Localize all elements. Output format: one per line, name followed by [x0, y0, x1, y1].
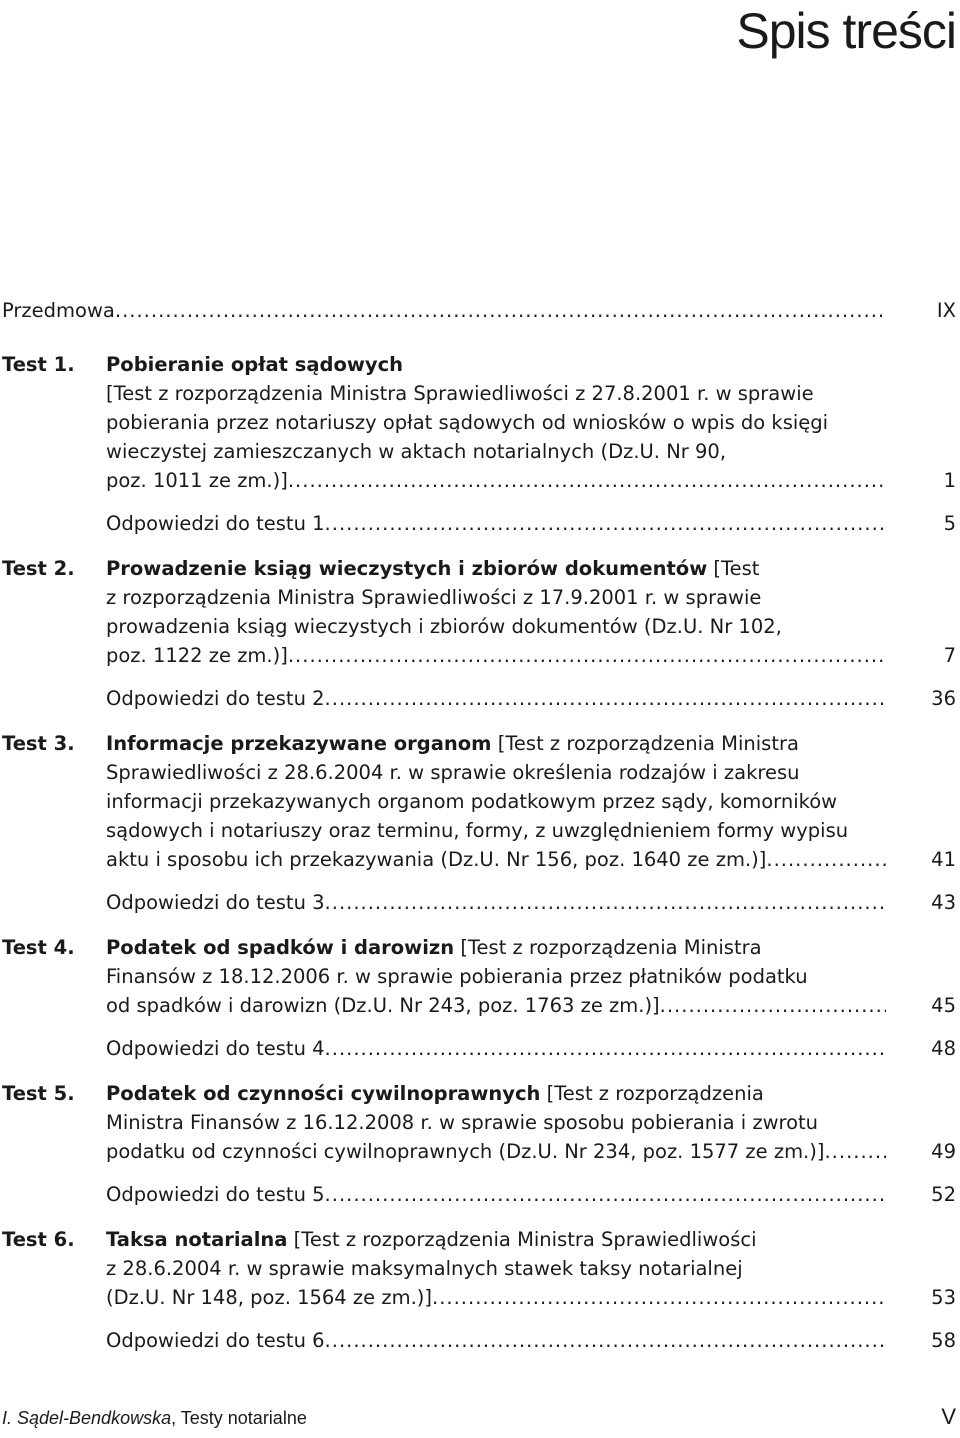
test-description-last-line: od spadków i darowizn (Dz.U. Nr 243, poz. 1763 ze zm.)] — [106, 994, 660, 1017]
test-description-line: informacji przekazywanych organom podatkowym przez sądy, komorników — [106, 790, 838, 813]
test-title: Informacje przekazywane organom — [106, 732, 492, 755]
answers-label: Odpowiedzi do testu 3 — [106, 891, 325, 914]
answers-page: 5 — [943, 512, 956, 535]
toc-entry-answers-1[interactable] — [0, 509, 960, 538]
answers-page: 52 — [931, 1183, 956, 1206]
toc-entry-answers-2[interactable] — [0, 684, 960, 713]
test-page: 41 — [931, 848, 956, 871]
test-title: Podatek od czynności cywilnoprawnych — [106, 1082, 541, 1105]
toc-entry-preface[interactable] — [0, 296, 960, 325]
answers-page: 36 — [931, 687, 956, 710]
leader-dots — [288, 641, 886, 670]
test-description-line: pobierania przez notariuszy opłat sądowych od wniosków o wpis do księgi — [106, 411, 829, 434]
toc-entry-test-2[interactable] — [0, 554, 960, 670]
answers-label: Odpowiedzi do testu 2 — [106, 687, 325, 710]
test-title-rest: [Test — [713, 557, 760, 580]
test-description-line: z rozporządzenia Ministra Sprawiedliwości z 17.9.2001 r. w sprawie — [106, 586, 762, 609]
test-title-rest: [Test z rozporządzenia Ministra — [460, 936, 762, 959]
answers-page: 58 — [931, 1329, 956, 1352]
test-title: Pobieranie opłat sądowych — [106, 353, 404, 376]
toc-entry-test-4[interactable] — [0, 933, 960, 1020]
test-description-last-line: aktu i sposobu ich przekazywania (Dz.U. Nr 156, poz. 1640 ze zm.)] — [106, 848, 767, 871]
test-description-line: [Test z rozporządzenia Ministra Sprawiedliwości z 27.8.2001 r. w sprawie — [106, 382, 814, 405]
test-page: 53 — [931, 1286, 956, 1309]
answers-label: Odpowiedzi do testu 6 — [106, 1329, 325, 1352]
test-description-line: prowadzenia ksiąg wieczystych i zbiorów dokumentów (Dz.U. Nr 102, — [106, 615, 782, 638]
test-description-last-line: (Dz.U. Nr 148, poz. 1564 ze zm.)] — [106, 1286, 432, 1309]
answers-label: Odpowiedzi do testu 4 — [106, 1037, 325, 1060]
test-description-line: Ministra Finansów z 16.12.2008 r. w sprawie sposobu pobierania i zwrotu — [106, 1111, 819, 1134]
footer-page-number: V — [941, 1404, 956, 1429]
test-label: Test 5. — [2, 1082, 75, 1105]
test-description-line: sądowych i notariuszy oraz terminu, formy, z uwzględnieniem formy wypisu — [106, 819, 849, 842]
toc-entry-answers-3[interactable] — [0, 888, 960, 917]
test-label: Test 2. — [2, 557, 75, 580]
test-page: 7 — [943, 644, 956, 667]
answers-label: Odpowiedzi do testu 1 — [106, 512, 325, 535]
leader-dots — [115, 296, 886, 325]
leader-dots — [325, 888, 886, 917]
test-description-line: Finansów z 18.12.2006 r. w sprawie pobierania przez płatników podatku — [106, 965, 808, 988]
answers-page: 48 — [931, 1037, 956, 1060]
test-description-last-line: poz. 1011 ze zm.)] — [106, 469, 288, 492]
footer-author: I. Sądel-Bendkowska — [2, 1408, 172, 1428]
leader-dots — [325, 1034, 886, 1063]
test-description-line: Sprawiedliwości z 28.6.2004 r. w sprawie określenia rodzajów i zakresu — [106, 761, 800, 784]
test-title: Podatek od spadków i darowizn — [106, 936, 455, 959]
test-page: 45 — [931, 994, 956, 1017]
test-description-line: wieczystej zamieszczanych w aktach notarialnych (Dz.U. Nr 90, — [106, 440, 727, 463]
leader-dots — [325, 1180, 886, 1209]
page-title: Spis treści — [736, 3, 956, 59]
toc-entry-answers-6[interactable] — [0, 1326, 960, 1355]
test-title-rest: [Test z rozporządzenia Ministra — [497, 732, 799, 755]
test-title: Taksa notarialna — [106, 1228, 288, 1251]
test-label: Test 1. — [2, 353, 75, 376]
toc-entry-test-6[interactable] — [0, 1225, 960, 1312]
test-page: 1 — [943, 469, 956, 492]
answers-page: 43 — [931, 891, 956, 914]
leader-dots — [325, 1326, 886, 1355]
toc-entry-test-1[interactable] — [0, 350, 960, 495]
leader-dots — [432, 1283, 886, 1312]
answers-label: Odpowiedzi do testu 5 — [106, 1183, 325, 1206]
test-page: 49 — [931, 1140, 956, 1163]
test-description-line: z 28.6.2004 r. w sprawie maksymalnych stawek taksy notarialnej — [106, 1257, 743, 1280]
leader-dots — [660, 991, 886, 1020]
test-title-rest: [Test z rozporządzenia — [546, 1082, 764, 1105]
leader-dots — [325, 684, 886, 713]
leader-dots — [824, 1137, 886, 1166]
test-title: Prowadzenie ksiąg wieczystych i zbiorów dokumentów — [106, 557, 708, 580]
test-description-last-line: poz. 1122 ze zm.)] — [106, 644, 288, 667]
toc-entry-answers-4[interactable] — [0, 1034, 960, 1063]
table-of-contents — [0, 296, 960, 1355]
test-description-last-line: podatku od czynności cywilnoprawnych (Dz.U. Nr 234, poz. 1577 ze zm.)] — [106, 1140, 825, 1163]
footer-book-title: , Testy notarialne — [171, 1408, 307, 1428]
toc-entry-answers-5[interactable] — [0, 1180, 960, 1209]
test-label: Test 6. — [2, 1228, 75, 1251]
leader-dots — [288, 466, 886, 495]
preface-page: IX — [936, 299, 956, 322]
preface-label: Przedmowa — [2, 299, 115, 322]
leader-dots — [766, 845, 886, 874]
footer — [2, 1408, 307, 1429]
test-label: Test 3. — [2, 732, 75, 755]
leader-dots — [325, 509, 886, 538]
test-title-rest: [Test z rozporządzenia Ministra Sprawiedliwości — [293, 1228, 757, 1251]
test-label: Test 4. — [2, 936, 75, 959]
toc-entry-test-5[interactable] — [0, 1079, 960, 1166]
toc-entry-test-3[interactable] — [0, 729, 960, 874]
